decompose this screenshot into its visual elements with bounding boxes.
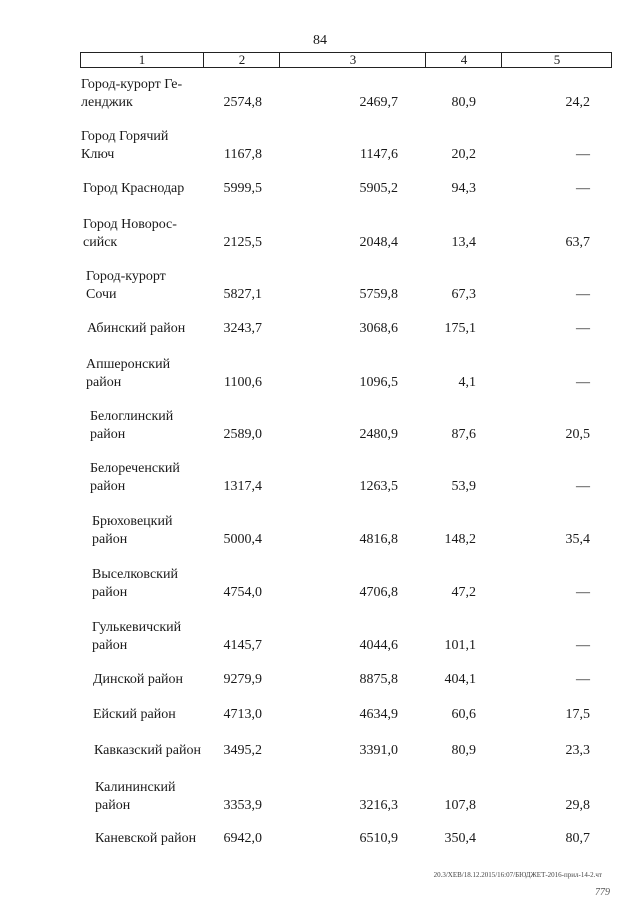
footer-code: 779 <box>595 887 610 898</box>
cell-col-3: 1147,6 <box>360 147 398 162</box>
cell-col-4: 107,8 <box>444 798 476 813</box>
cell-col-3: 3216,3 <box>359 798 398 813</box>
cell-col-3: 2480,9 <box>359 427 398 442</box>
cell-col-2: 1317,4 <box>223 479 262 494</box>
column-header: 2 <box>203 53 280 67</box>
region-name-line: район <box>92 532 128 547</box>
cell-col-3: 5759,8 <box>359 287 398 302</box>
cell-col-4: 80,9 <box>451 743 476 758</box>
cell-col-4: 404,1 <box>444 672 476 687</box>
cell-col-5: — <box>576 321 590 336</box>
region-name-line: район <box>90 427 126 442</box>
cell-col-5: — <box>576 672 590 687</box>
cell-col-3: 1096,5 <box>359 375 398 390</box>
cell-col-2: 5827,1 <box>223 287 262 302</box>
cell-col-3: 4044,6 <box>359 638 398 653</box>
region-name-line: Каневской район <box>95 831 197 846</box>
cell-col-4: 94,3 <box>451 181 476 196</box>
cell-col-3: 8875,8 <box>359 672 398 687</box>
cell-col-5: — <box>576 638 590 653</box>
cell-col-5: — <box>576 585 590 600</box>
cell-col-5: — <box>576 287 590 302</box>
cell-col-5: — <box>576 375 590 390</box>
table-header <box>80 52 612 68</box>
cell-col-2: 3495,2 <box>223 743 262 758</box>
region-name-line: район <box>92 638 128 653</box>
cell-col-2: 5000,4 <box>223 532 262 547</box>
footer-note: 20.3/ХЕВ/18.12.2015/16:07/БЮДЖЕТ-2016-прил-14-2.чт <box>433 871 602 879</box>
cell-col-2: 2589,0 <box>223 427 262 442</box>
region-name-line: сийск <box>83 235 118 250</box>
cell-col-5: 23,3 <box>565 743 590 758</box>
cell-col-2: 3243,7 <box>223 321 262 336</box>
region-name-line: район <box>90 479 126 494</box>
region-name-line: район <box>95 798 131 813</box>
cell-col-2: 2125,5 <box>223 235 262 250</box>
column-header: 5 <box>501 53 612 67</box>
region-name-line: Ейский район <box>93 707 176 722</box>
cell-col-4: 87,6 <box>451 427 476 442</box>
region-name-line: ленджик <box>81 95 133 110</box>
cell-col-3: 3391,0 <box>359 743 398 758</box>
region-name-line: Гулькевичский <box>92 620 182 635</box>
cell-col-2: 5999,5 <box>223 181 262 196</box>
cell-col-3: 4634,9 <box>359 707 398 722</box>
cell-col-3: 3068,6 <box>359 321 398 336</box>
cell-col-5: 35,4 <box>565 532 590 547</box>
region-name-line: Абинский район <box>87 321 186 336</box>
cell-col-2: 2574,8 <box>223 95 262 110</box>
cell-col-2: 1100,6 <box>224 375 262 390</box>
cell-col-5: 20,5 <box>565 427 590 442</box>
cell-col-2: 6942,0 <box>223 831 262 846</box>
cell-col-4: 20,2 <box>451 147 476 162</box>
page-number: 84 <box>313 33 327 48</box>
region-name-line: Город Горячий <box>81 129 169 144</box>
cell-col-5: — <box>576 147 590 162</box>
cell-col-5: — <box>576 479 590 494</box>
cell-col-3: 6510,9 <box>359 831 398 846</box>
cell-col-4: 101,1 <box>444 638 476 653</box>
cell-col-2: 1167,8 <box>224 147 262 162</box>
cell-col-4: 148,2 <box>444 532 476 547</box>
cell-col-2: 4754,0 <box>223 585 262 600</box>
region-name-line: Город Краснодар <box>83 181 185 196</box>
region-name-line: Белоглинский <box>90 409 174 424</box>
region-name-line: Город-курорт <box>86 269 166 284</box>
cell-col-3: 2048,4 <box>359 235 398 250</box>
region-name-line: Динской район <box>93 672 184 687</box>
region-name-line: Ключ <box>81 147 115 162</box>
region-name-line: район <box>92 585 128 600</box>
region-name-line: Белореченский <box>90 461 180 476</box>
column-header: 4 <box>425 53 502 67</box>
cell-col-4: 67,3 <box>451 287 476 302</box>
cell-col-4: 175,1 <box>444 321 476 336</box>
region-name-line: Город-курорт Ге- <box>81 77 183 92</box>
cell-col-2: 3353,9 <box>223 798 262 813</box>
cell-col-4: 4,1 <box>458 375 476 390</box>
cell-col-2: 9279,9 <box>223 672 262 687</box>
cell-col-2: 4713,0 <box>223 707 262 722</box>
cell-col-3: 4816,8 <box>359 532 398 547</box>
cell-col-5: 17,5 <box>565 707 590 722</box>
cell-col-5: 63,7 <box>565 235 590 250</box>
cell-col-4: 350,4 <box>444 831 476 846</box>
region-name-line: Кавказский район <box>94 743 202 758</box>
cell-col-4: 53,9 <box>451 479 476 494</box>
region-name-line: Калининский <box>95 780 176 795</box>
column-header: 3 <box>279 53 426 67</box>
region-name-line: Брюховецкий <box>92 514 173 529</box>
cell-col-5: 29,8 <box>565 798 590 813</box>
region-name-line: район <box>86 375 122 390</box>
column-header: 1 <box>138 52 146 67</box>
cell-col-4: 60,6 <box>451 707 476 722</box>
cell-col-5: — <box>576 181 590 196</box>
cell-col-4: 13,4 <box>451 235 476 250</box>
cell-col-3: 2469,7 <box>359 95 398 110</box>
cell-col-4: 80,9 <box>451 95 476 110</box>
cell-col-3: 1263,5 <box>359 479 398 494</box>
cell-col-3: 5905,2 <box>359 181 398 196</box>
cell-col-3: 4706,8 <box>359 585 398 600</box>
region-name-line: Выселковский <box>92 567 178 582</box>
cell-col-5: 80,7 <box>565 831 590 846</box>
cell-col-5: 24,2 <box>565 95 590 110</box>
cell-col-2: 4145,7 <box>223 638 262 653</box>
cell-col-4: 47,2 <box>451 585 476 600</box>
region-name-line: Сочи <box>86 287 117 302</box>
region-name-line: Город Новорос- <box>83 217 177 232</box>
region-name-line: Апшеронский <box>86 357 171 372</box>
